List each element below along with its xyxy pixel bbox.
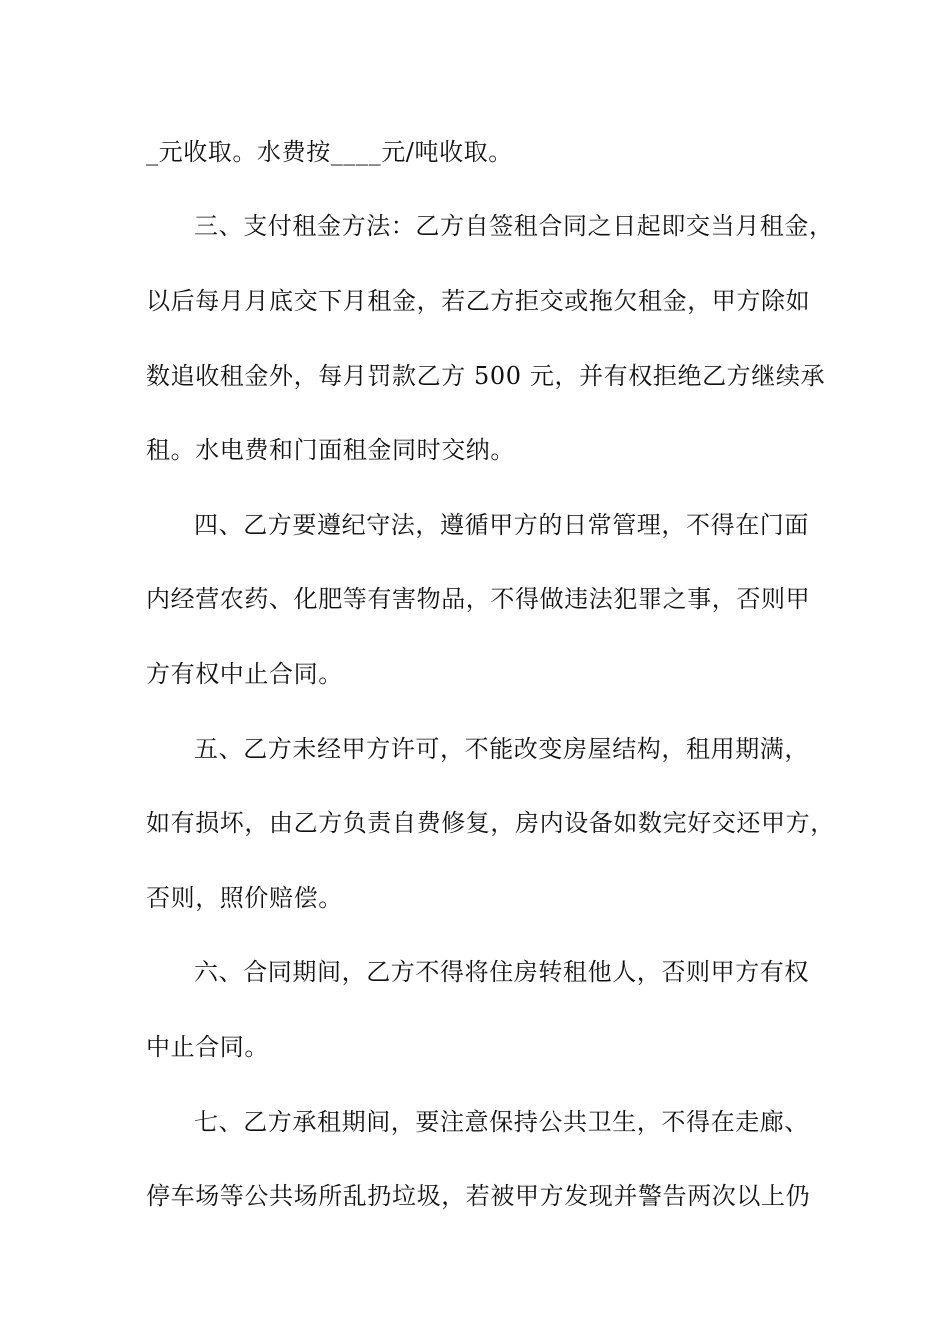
text-line-6: 四、乙方要遵纪守法，遵循甲方的日常管理，不得在门面 (194, 511, 809, 539)
text-line-3: 以后每月月底交下月租金，若乙方拒交或拖欠租金，甲方除如 (146, 287, 811, 315)
text-line-14: 七、乙方承租期间，要注意保持公共卫生，不得在走廊、 (194, 1108, 809, 1136)
text-line-2: 三、支付租金方法：乙方自签租合同之日起即交当月租金， (194, 212, 834, 240)
text-line-4: 数追收租金外，每月罚款乙方 500 元，并有权拒绝乙方继续承 (146, 362, 826, 390)
text-line-5: 租。水电费和门面租金同时交纳。 (146, 436, 515, 464)
text-line-11: 否则，照价赔偿。 (146, 884, 343, 912)
text-line-15: 停车场等公共场所乱扔垃圾，若被甲方发现并警告两次以上仍 (146, 1182, 811, 1210)
text-line-10: 如有损坏，由乙方负责自费修复，房内设备如数完好交还甲方， (146, 809, 835, 837)
text-line-12: 六、合同期间，乙方不得将住房转租他人，否则甲方有权 (194, 958, 809, 986)
text-line-1: _元收取。水费按____元/吨收取。 (146, 138, 513, 166)
text-line-8: 方有权中止合同。 (146, 660, 343, 688)
text-line-9: 五、乙方未经甲方许可，不能改变房屋结构，租用期满， (194, 735, 809, 763)
text-line-7: 内经营农药、化肥等有害物品，不得做违法犯罪之事，否则甲 (146, 585, 811, 613)
text-line-13: 中止合同。 (146, 1033, 269, 1061)
